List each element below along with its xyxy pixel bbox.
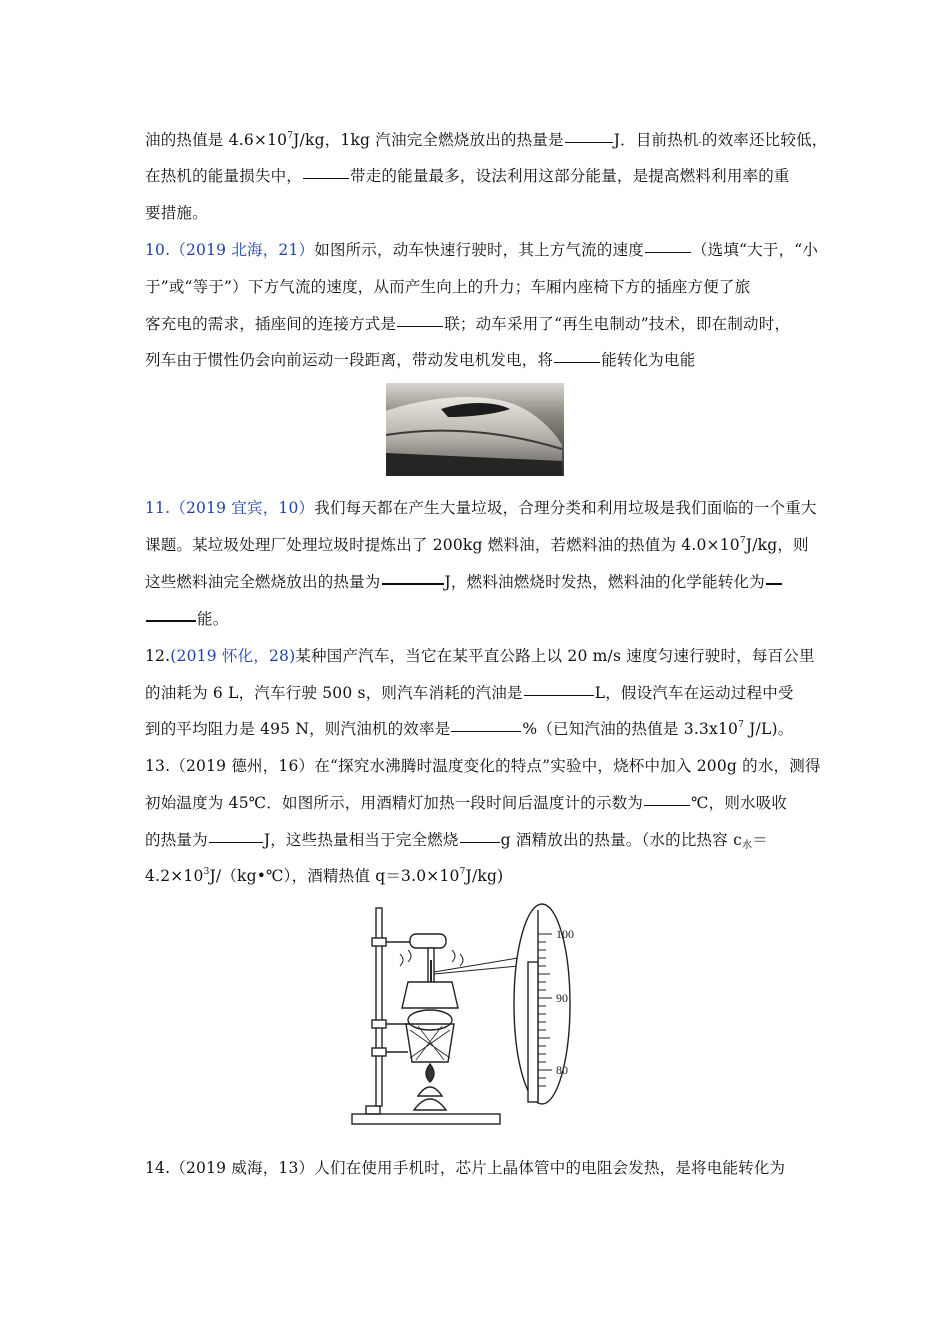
superscript: 7 xyxy=(738,720,745,730)
text: ℃，则水吸收 xyxy=(691,794,788,812)
clamp xyxy=(372,1048,386,1056)
text: 的油耗为 6 L，汽车行驶 500 s，则汽车消耗的汽油是 xyxy=(145,684,523,702)
mark: - xyxy=(698,138,702,148)
question-11-line-4 xyxy=(145,607,228,629)
question-source: (2019 怀化，28) xyxy=(170,647,296,665)
lamp-body xyxy=(414,1099,446,1110)
text: J/L)。 xyxy=(744,720,794,738)
text: 列车由于惯性仍会向前运动一段距离，带动发电机发电，将 xyxy=(145,351,554,369)
thermometer-holder xyxy=(410,934,446,948)
apparatus-diagram xyxy=(348,900,610,1134)
text: 我们每天都在产生大量垃圾，合理分类和利用垃圾是我们面临的一个重大 xyxy=(314,499,817,517)
text: （选填“大于，“小 xyxy=(691,241,819,259)
text: 14.（2019 威海，13）人们在使用手机时，芯片上晶体管中的电阻会发热，是将电能转化为 xyxy=(145,1159,786,1177)
water-surface xyxy=(408,1010,452,1030)
text-line xyxy=(145,128,827,150)
answer-blank-continued[interactable] xyxy=(146,619,196,622)
text: J/（kg•℃），酒精热值 q＝3.0×10 xyxy=(209,867,460,885)
text: J，燃料油燃烧时发热，燃料油的化学能转化为 xyxy=(444,573,765,591)
answer-blank[interactable] xyxy=(644,804,690,806)
text: 4.2×10 xyxy=(145,867,204,885)
question-11-line-2 xyxy=(145,533,809,555)
text: %（已知汽油的热值是 3.3x10 xyxy=(522,720,739,738)
train-image xyxy=(386,383,564,476)
text: J/kg) xyxy=(465,867,504,885)
answer-blank[interactable] xyxy=(524,694,594,696)
clamp xyxy=(372,938,386,946)
question-13-line-1 xyxy=(145,754,821,776)
text: 初始温度为 45℃．如图所示，用酒精灯加热一段时间后温度计的示数为 xyxy=(145,794,644,812)
answer-blank[interactable] xyxy=(397,325,443,327)
text: 这些燃料油完全燃烧放出的热量为 xyxy=(145,573,381,591)
superscript: 7 xyxy=(287,131,294,141)
text: 油的热值是 4.6×10 xyxy=(145,131,288,149)
answer-blank[interactable] xyxy=(554,361,600,363)
scale-label-90: 90 xyxy=(556,991,568,1005)
text: J/kg，则 xyxy=(745,536,809,554)
question-13-line-4 xyxy=(145,864,503,886)
question-10-line-3 xyxy=(145,312,790,334)
text: 如图所示，动车快速行驶时，其上方气流的速度 xyxy=(314,241,644,259)
text: 带走的能量最多，设法利用这部分能量，是提高燃料利用率的重 xyxy=(350,167,790,185)
flame xyxy=(426,1064,434,1082)
question-10-line-4 xyxy=(145,348,695,370)
text: 能转化为电能 xyxy=(601,351,696,369)
text: L，假设汽车在运动过程中受 xyxy=(594,684,794,702)
text: 某种国产汽车，当它在某平直公路上以 20 m/s 速度匀速行驶时，每百公里 xyxy=(295,647,815,665)
train-photo xyxy=(386,383,564,476)
text: 13.（2019 德州，16）在“探究水沸腾时温度变化的特点”实验中，烧杯中加入 200g 的水，测得 xyxy=(145,757,821,775)
question-source: 11.（2019 宜宾，10） xyxy=(145,499,315,517)
answer-blank[interactable] xyxy=(460,841,500,843)
text-line xyxy=(145,201,208,223)
stand-base xyxy=(352,1114,500,1124)
text: ＝ xyxy=(752,831,768,849)
text: 的热量为 xyxy=(145,831,208,849)
answer-blank[interactable] xyxy=(766,582,782,585)
question-number: 12. xyxy=(145,647,171,665)
beaker xyxy=(402,982,458,1008)
text: 客充电的需求，插座间的连接方式是 xyxy=(145,315,397,333)
gauze-mesh xyxy=(410,1026,450,1060)
boiling-apparatus-figure xyxy=(348,900,610,1134)
text: g 酒精放出的热量。（水的比热容 c xyxy=(500,831,742,849)
superscript: 3 xyxy=(203,867,210,877)
text: J/kg，1kg 汽油完全燃烧放出的热量是 xyxy=(293,131,564,149)
answer-blank[interactable] xyxy=(382,582,444,585)
question-11-line-3 xyxy=(145,570,783,592)
answer-blank[interactable] xyxy=(303,177,349,179)
answer-blank[interactable] xyxy=(645,251,691,253)
question-13-line-3 xyxy=(145,828,768,850)
mercury-tube xyxy=(528,962,538,1102)
question-10-line-1 xyxy=(145,238,818,260)
question-11-line-1 xyxy=(145,496,817,518)
text: 在热机的能量损失中， xyxy=(145,167,303,185)
text: 的效率还比较低， xyxy=(701,131,828,149)
question-12-line-2 xyxy=(145,681,794,703)
text: 能。 xyxy=(197,610,229,628)
stand-foot xyxy=(366,1106,380,1114)
clamp xyxy=(372,1020,386,1028)
text-line xyxy=(145,164,790,186)
scale-label-80: 80 xyxy=(556,1063,568,1077)
subscript: 水 xyxy=(741,840,753,851)
question-14-line-1 xyxy=(145,1156,785,1178)
text: J．目前热机 xyxy=(613,131,699,149)
text: 到的平均阻力是 495 N，则汽油机的效率是 xyxy=(145,720,451,738)
superscript: 7 xyxy=(739,536,746,546)
question-13-line-2 xyxy=(145,791,787,813)
text: 课题。某垃圾处理厂处理垃圾时提炼出了 200kg 燃料油，若燃料油的热值为 4.0×10 xyxy=(145,536,740,554)
alcohol-lamp xyxy=(418,1087,442,1096)
question-12-line-1 xyxy=(145,644,815,666)
superscript: 7 xyxy=(459,867,466,877)
question-10-line-2 xyxy=(145,275,750,297)
text: J，这些热量相当于完全燃烧 xyxy=(263,831,459,849)
text: 要措施。 xyxy=(145,204,208,222)
text: 于”或“等于”）下方气流的速度，从而产生向上的升力；车厢内座椅下方的插座方便了旅 xyxy=(145,278,751,296)
question-source: 10.（2019 北海，21） xyxy=(145,241,315,259)
answer-blank[interactable] xyxy=(209,841,263,843)
question-12-line-3 xyxy=(145,717,793,739)
text: 联；动车采用了“再生电制动”技术，即在制动时， xyxy=(444,315,791,333)
scale-label-100: 100 xyxy=(556,927,574,941)
answer-blank[interactable] xyxy=(451,730,521,732)
answer-blank[interactable] xyxy=(565,141,613,143)
